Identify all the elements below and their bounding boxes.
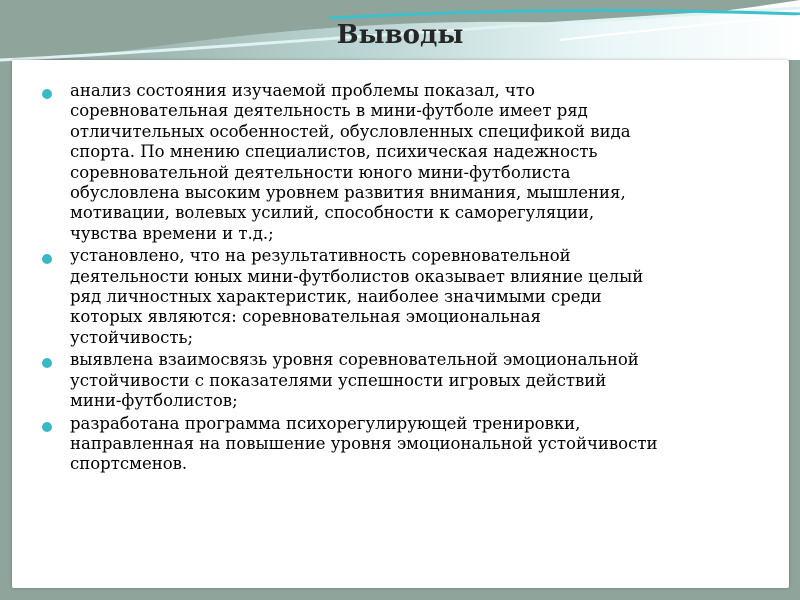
list-item-line: спортсменов. — [70, 454, 188, 474]
list-item-line: мини-футболистов; — [70, 391, 238, 411]
circle-bullet-icon — [42, 254, 52, 264]
list-item-line: которых являются: соревновательная эмоциональная — [70, 307, 541, 327]
list-item-line: отличительных особенностей, обусловленных спецификой вида — [70, 121, 631, 141]
list-item-line: соревновательная деятельность в мини-футболе имеет ряд — [70, 101, 588, 121]
list-item — [42, 81, 772, 244]
list-item-line: установлено, что на результативность соревновательной — [70, 246, 571, 266]
slide-title: Выводы — [336, 20, 464, 50]
list-item-line: устойчивости с показателями успешности игровых действий — [70, 370, 607, 390]
circle-bullet-icon — [42, 358, 52, 368]
conclusions-list — [42, 81, 772, 477]
list-item-line: обусловлена высоким уровнем развития внимания, мышления, — [70, 183, 626, 203]
list-item-line: соревновательной деятельности юного мини-футболиста — [70, 162, 571, 182]
list-item-line: спорта. По мнению специалистов, психическая надежность — [70, 142, 598, 162]
list-item-line: чувства времени и т.д.; — [70, 223, 274, 243]
list-item-line: разработана программа психорегулирующей тренировки, — [70, 413, 581, 433]
list-item-line: устойчивость; — [70, 327, 194, 347]
circle-bullet-icon — [42, 422, 52, 432]
list-item-line: направленная на повышение уровня эмоциональной устойчивости — [70, 433, 658, 453]
list-item — [42, 414, 772, 475]
circle-bullet-icon — [42, 89, 52, 99]
list-item — [42, 246, 772, 348]
list-item-line: ряд личностных характеристик, наиболее значимыми среди — [70, 287, 602, 307]
list-item-line: выявлена взаимосвязь уровня соревновательной эмоциональной — [70, 350, 639, 370]
list-item-line: деятельности юных мини-футболистов оказывает влияние целый — [70, 266, 644, 286]
list-item-line: мотивации, волевых усилий, способности к саморегуляции, — [70, 203, 595, 223]
list-item-line: анализ состояния изучаемой проблемы показал, что — [70, 81, 535, 100]
list-item — [42, 350, 772, 411]
